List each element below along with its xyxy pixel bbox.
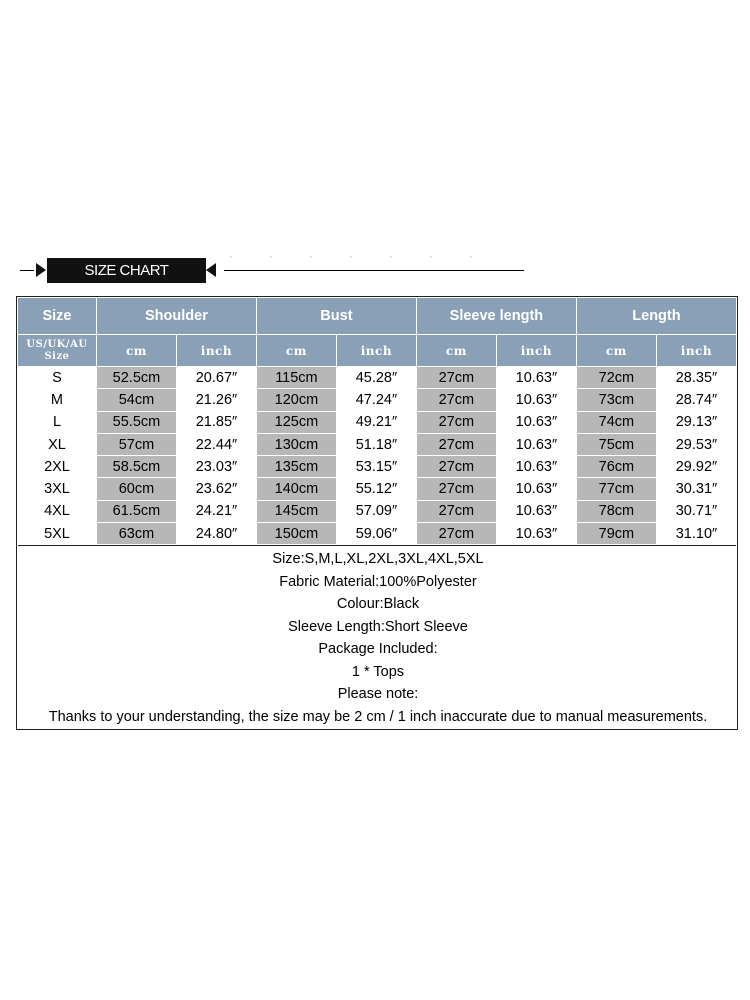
cell-bust-inch: 57.09″ [337,501,416,522]
cell-length-inch: 30.31″ [657,478,736,499]
cell-sleeve-cm: 27cm [417,478,496,499]
cell-length-cm: 77cm [577,478,656,499]
subheader-cm: cm [577,335,656,366]
table-row [18,434,736,455]
cell-bust-inch: 55.12″ [337,478,416,499]
cell-size: L [18,412,96,433]
cell-length-cm: 72cm [577,367,656,388]
cell-bust-inch: 53.15″ [337,456,416,477]
cell-length-cm: 74cm [577,412,656,433]
banner-dots [230,256,490,260]
cell-length-cm: 79cm [577,523,656,544]
cell-shoulder-cm: 58.5cm [97,456,176,477]
subheader-cm: cm [417,335,496,366]
cell-bust-cm: 115cm [257,367,336,388]
cell-bust-inch: 45.28″ [337,367,416,388]
table-row [18,501,736,522]
cell-length-inch: 31.10″ [657,523,736,544]
desc-line: Please note: [337,686,419,703]
cell-sleeve-inch: 10.63″ [497,389,576,410]
banner-left-notch [36,263,46,277]
cell-shoulder-inch: 24.21″ [177,501,256,522]
subheader-cm: cm [97,335,176,366]
subheader-inch: inch [497,335,576,366]
cell-bust-inch: 59.06″ [337,523,416,544]
cell-length-inch: 28.74″ [657,389,736,410]
cell-shoulder-cm: 54cm [97,389,176,410]
desc-line: Sleeve Length:Short Sleeve [288,618,468,635]
cell-shoulder-cm: 55.5cm [97,412,176,433]
cell-size: 3XL [18,478,96,499]
cell-bust-inch: 49.21″ [337,412,416,433]
cell-sleeve-inch: 10.63″ [497,367,576,388]
cell-bust-cm: 140cm [257,478,336,499]
table-row [18,367,736,388]
cell-sleeve-cm: 27cm [417,389,496,410]
desc-line: Fabric Material:100%Polyester [279,573,477,590]
cell-size: S [18,367,96,388]
subheader-inch: inch [177,335,256,366]
header-bust: Bust [257,298,416,334]
size-chart-table-container [16,296,738,730]
subheader-inch: inch [657,335,736,366]
cell-length-cm: 78cm [577,501,656,522]
cell-sleeve-cm: 27cm [417,434,496,455]
header-shoulder: Shoulder [97,298,256,334]
cell-shoulder-inch: 23.62″ [177,478,256,499]
cell-size: 2XL [18,456,96,477]
cell-sleeve-cm: 27cm [417,523,496,544]
cell-shoulder-cm: 57cm [97,434,176,455]
subheader-size-region: US/UK/AU [26,338,88,350]
cell-shoulder-cm: 61.5cm [97,501,176,522]
cell-length-inch: 29.13″ [657,412,736,433]
subheader-cm: cm [257,335,336,366]
cell-sleeve-inch: 10.63″ [497,501,576,522]
cell-shoulder-inch: 21.85″ [177,412,256,433]
cell-shoulder-inch: 22.44″ [177,434,256,455]
cell-length-inch: 30.71″ [657,501,736,522]
header-sleeve-length: Sleeve length [417,298,576,334]
table-row [18,478,736,499]
cell-length-inch: 29.53″ [657,434,736,455]
cell-shoulder-inch: 24.80″ [177,523,256,544]
subheader-row [18,335,736,366]
cell-size: M [18,389,96,410]
desc-line: Size:S,M,L,XL,2XL,3XL,4XL,5XL [272,551,484,568]
cell-sleeve-cm: 27cm [417,412,496,433]
banner-right-rule [224,270,524,271]
cell-bust-cm: 145cm [257,501,336,522]
banner-right-notch [206,263,216,277]
subheader-inch: inch [337,335,416,366]
cell-length-cm: 76cm [577,456,656,477]
table-row [18,456,736,477]
cell-bust-cm: 130cm [257,434,336,455]
cell-sleeve-inch: 10.63″ [497,478,576,499]
cell-bust-cm: 125cm [257,412,336,433]
header-row [18,298,736,334]
table-row [18,389,736,410]
table-row [18,523,736,544]
cell-shoulder-inch: 20.67″ [177,367,256,388]
cell-length-inch: 29.92″ [657,456,736,477]
cell-bust-cm: 120cm [257,389,336,410]
cell-size: 4XL [18,501,96,522]
cell-length-cm: 75cm [577,434,656,455]
subheader-size [18,335,96,366]
cell-sleeve-inch: 10.63″ [497,456,576,477]
desc-line: Thanks to your understanding, the size may be 2 cm / 1 inch inaccurate due to manual measurements. [48,708,708,725]
banner-title: SIZE CHART [47,258,206,283]
cell-bust-cm: 150cm [257,523,336,544]
header-size: Size [18,298,96,334]
cell-size: 5XL [18,523,96,544]
cell-length-cm: 73cm [577,389,656,410]
cell-bust-cm: 135cm [257,456,336,477]
cell-length-inch: 28.35″ [657,367,736,388]
size-chart-table [17,297,737,729]
desc-line: Package Included: [318,641,438,658]
desc-line: Colour:Black [336,596,420,613]
size-chart-banner [0,252,750,288]
cell-size: XL [18,434,96,455]
banner-left-rule [20,270,34,271]
subheader-size-label: Size [44,350,70,362]
cell-shoulder-cm: 52.5cm [97,367,176,388]
cell-shoulder-cm: 60cm [97,478,176,499]
cell-sleeve-inch: 10.63″ [497,523,576,544]
cell-shoulder-cm: 63cm [97,523,176,544]
desc-line: 1 * Tops [351,663,405,680]
cell-sleeve-cm: 27cm [417,456,496,477]
cell-sleeve-cm: 27cm [417,501,496,522]
cell-sleeve-cm: 27cm [417,367,496,388]
cell-shoulder-inch: 21.26″ [177,389,256,410]
cell-shoulder-inch: 23.03″ [177,456,256,477]
cell-sleeve-inch: 10.63″ [497,412,576,433]
table-row [18,412,736,433]
header-length: Length [577,298,736,334]
product-description [18,545,736,728]
cell-bust-inch: 51.18″ [337,434,416,455]
cell-sleeve-inch: 10.63″ [497,434,576,455]
cell-bust-inch: 47.24″ [337,389,416,410]
